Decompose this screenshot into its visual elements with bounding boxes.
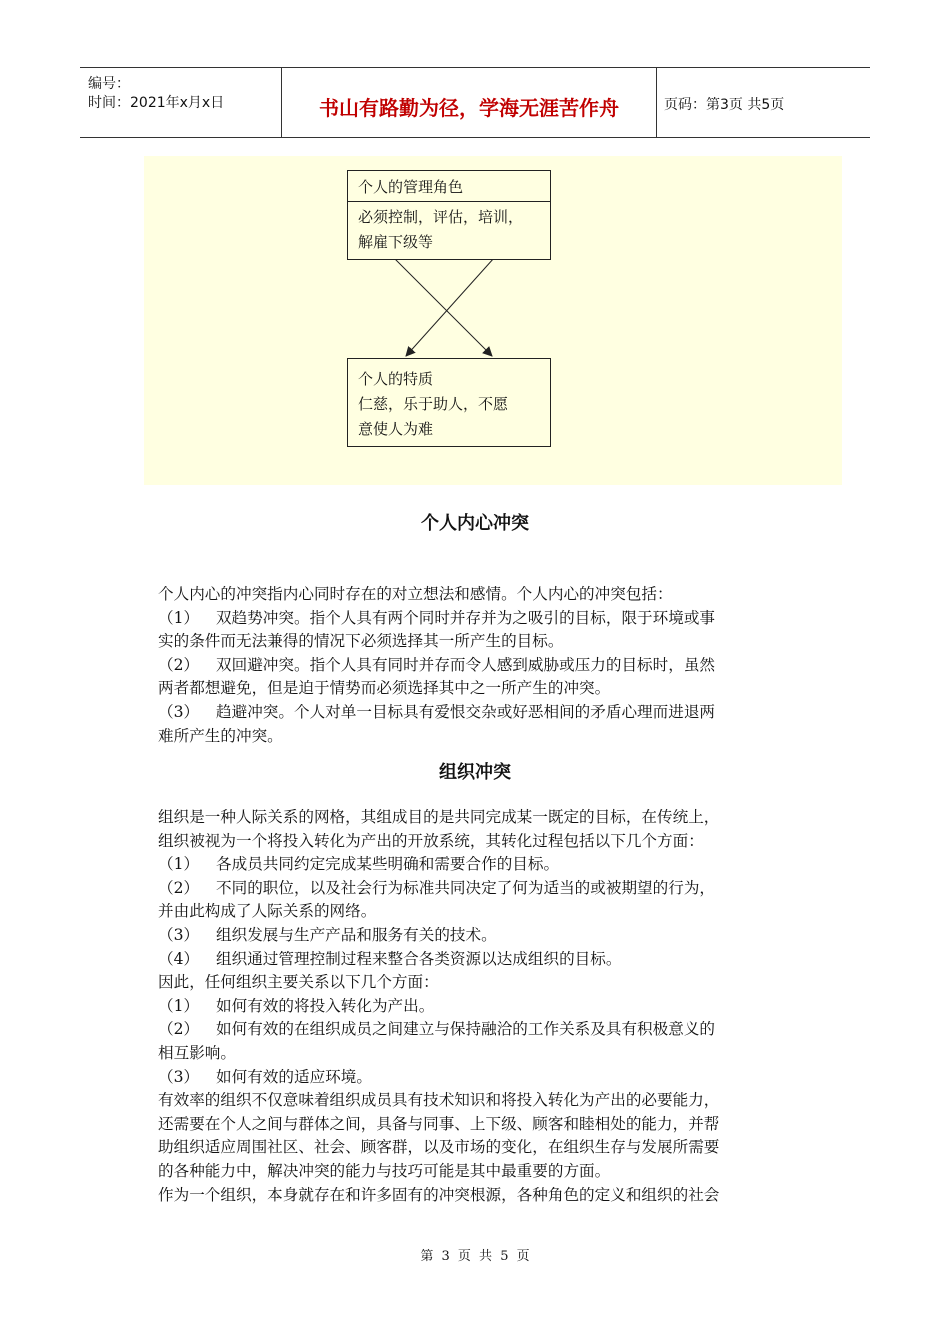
arrow-down-left — [406, 258, 494, 356]
paragraph-line — [158, 806, 798, 830]
line-text: 因此，任何组织主要关系以下几个方面： — [158, 973, 439, 992]
management-role-body — [348, 202, 550, 259]
line-text: 组织发展与生产产品和服务有关的技术。 — [216, 925, 497, 944]
line-text: 实的条件而无法兼得的情况下必须选择其一所产生的目标。 — [158, 632, 564, 651]
date-label: 时间：2021年x月x日 — [88, 95, 225, 111]
paragraph-line — [158, 1136, 798, 1160]
line-text: 双回避冲突。指个人具有同时并存而令人感到威胁或压力的目标时，虽然 — [216, 655, 716, 674]
paragraph-line — [158, 1184, 798, 1208]
list-number: （4） — [158, 949, 200, 968]
personal-traits-line: 意使人为难 — [358, 420, 434, 438]
personal-traits-box — [347, 358, 551, 447]
personal-traits-title: 个人的特质 — [358, 370, 434, 388]
paragraph-line — [158, 877, 798, 901]
paragraph-line — [158, 583, 798, 607]
paragraph-line — [158, 1018, 798, 1042]
paragraph-line — [158, 1160, 798, 1184]
line-text: 如何有效的将投入转化为产出。 — [216, 996, 435, 1015]
list-number: （3） — [158, 925, 200, 944]
line-text: 有效率的组织不仅意味着组织成员具有技术知识和将投入转化为产出的必要能力， — [158, 1091, 720, 1110]
paragraph-line — [158, 725, 798, 749]
line-text: 组织通过管理控制过程来整合各类资源以达成组织的目标。 — [216, 949, 622, 968]
list-number: （1） — [158, 608, 200, 627]
document-header — [80, 67, 870, 138]
paragraph-line — [158, 924, 798, 948]
line-text: 不同的职位，以及社会行为标准共同决定了何为适当的或被期望的行为， — [216, 878, 716, 897]
list-number: （1） — [158, 855, 200, 874]
line-text: 并由此构成了人际关系的网络。 — [158, 902, 377, 921]
conflict-diagram — [144, 156, 842, 485]
paragraph-line — [158, 1042, 798, 1066]
line-text: 两者都想避免，但是迫于情势而必须选择其中之一所产生的冲突。 — [158, 679, 611, 698]
header-motto: 书山有路勤为径，学海无涯苦作舟 — [319, 96, 619, 120]
line-text: 各成员共同约定完成某些明确和需要合作的目标。 — [216, 855, 560, 874]
line-text: 助组织适应周围社区、社会、顾客群，以及市场的变化，在组织生存与发展所需要 — [158, 1138, 720, 1157]
page-footer: 第 3 页 共 5 页 — [420, 1249, 530, 1264]
management-role-line: 必须控制，评估，培训， — [358, 208, 524, 226]
list-number: （3） — [158, 1067, 200, 1086]
management-role-title: 个人的管理角色 — [348, 171, 550, 202]
section-heading-intrapersonal: 个人内心冲突 — [421, 513, 529, 534]
paragraph-line — [158, 900, 798, 924]
line-text: 双趋势冲突。指个人具有两个同时并存并为之吸引的目标，限于环境或事 — [216, 608, 716, 627]
header-motto-cell — [281, 68, 657, 137]
list-number: （3） — [158, 702, 200, 721]
line-text: 如何有效的适应环境。 — [216, 1067, 372, 1086]
list-number: （1） — [158, 996, 200, 1015]
section-body-intrapersonal — [158, 583, 798, 748]
personal-traits-body — [348, 359, 550, 446]
paragraph-line — [158, 701, 798, 725]
line-text: 的各种能力中，解决冲突的能力与技巧可能是其中最重要的方面。 — [158, 1161, 611, 1180]
paragraph-line — [158, 1113, 798, 1137]
header-meta-cell — [80, 68, 280, 137]
line-text: 个人内心的冲突指内心同时存在的对立想法和感情。个人内心的冲突包括： — [158, 585, 673, 603]
paragraph-line — [158, 607, 798, 631]
management-role-line: 解雇下级等 — [358, 233, 434, 251]
line-text: 组织是一种人际关系的网格，其组成目的是共同完成某一既定的目标，在传统上， — [158, 808, 720, 826]
paragraph-line — [158, 948, 798, 972]
paragraph-line — [158, 677, 798, 701]
line-text: 作为一个组织，本身就存在和许多固有的冲突根源，各种角色的定义和组织的社会 — [158, 1185, 720, 1204]
line-text: 相互影响。 — [158, 1043, 236, 1062]
management-role-box — [347, 170, 551, 260]
line-text: 组织被视为一个将投入转化为产出的开放系统，其转化过程包括以下几个方面： — [158, 831, 704, 850]
paragraph-line — [158, 1089, 798, 1113]
section-body-organizational — [158, 806, 798, 1207]
paragraph-line — [158, 1066, 798, 1090]
list-number: （2） — [158, 1020, 200, 1039]
paragraph-line — [158, 853, 798, 877]
header-page-label: 页码：第3页 共5页 — [664, 97, 785, 113]
arrow-down-right — [394, 258, 492, 356]
personal-traits-line: 仁慈，乐于助人，不愿 — [358, 395, 509, 413]
line-text: 如何有效的在组织成员之间建立与保持融洽的工作关系及具有积极意义的 — [216, 1020, 716, 1039]
paragraph-line — [158, 630, 798, 654]
header-page-cell — [656, 68, 870, 137]
line-text: 趋避冲突。个人对单一目标具有爱恨交杂或好恶相间的矛盾心理而进退两 — [216, 702, 716, 721]
paragraph-line — [158, 830, 798, 854]
line-text: 难所产生的冲突。 — [158, 726, 283, 745]
serial-number-label: 编号： — [88, 76, 130, 92]
section-heading-organizational: 组织冲突 — [439, 762, 511, 783]
list-number: （2） — [158, 655, 200, 674]
paragraph-line — [158, 995, 798, 1019]
paragraph-line — [158, 971, 798, 995]
line-text: 还需要在个人之间与群体之间，具备与同事、上下级、顾客和睦相处的能力，并帮 — [158, 1114, 720, 1133]
list-number: （2） — [158, 878, 200, 897]
paragraph-line — [158, 654, 798, 678]
